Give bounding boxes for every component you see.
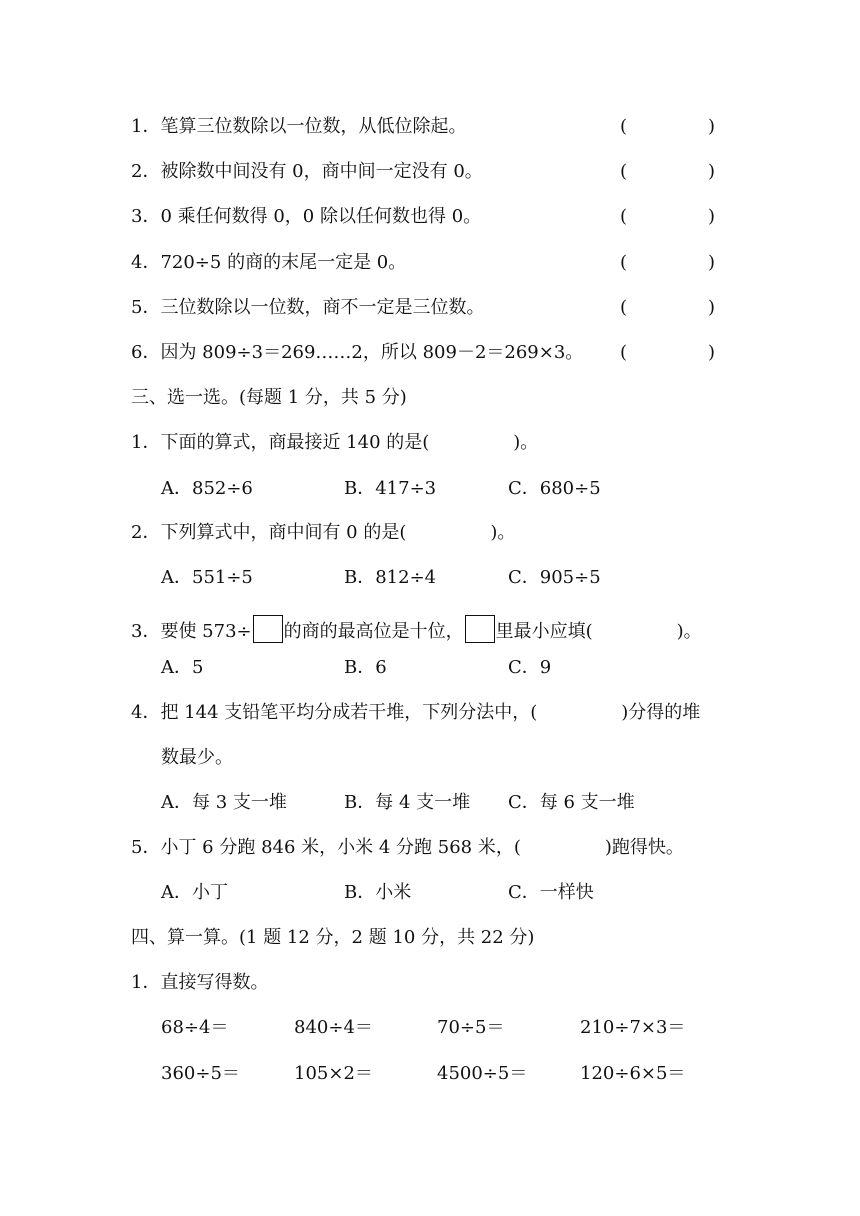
calc-subtitle: 1．直接写得数。 xyxy=(131,972,269,993)
choice-question-4 xyxy=(131,701,700,725)
choice-question-3 xyxy=(131,615,702,644)
q3-stem-mid: 的商的最高位是十位， xyxy=(283,621,464,642)
calc-item-4: 210÷7×3＝ xyxy=(580,1017,686,1038)
judge-paren-right-1: ) xyxy=(708,116,716,137)
blank-box-2 xyxy=(465,615,495,643)
q4-stem-continuation: 数最少。 xyxy=(161,747,233,768)
judge-item-5: 5．三位数除以一位数，商不一定是三位数。 xyxy=(131,297,485,318)
q2-stem-end: )。 xyxy=(490,522,516,543)
judge-paren-right-3: ) xyxy=(708,206,716,227)
q3-option-c: C．9 xyxy=(508,657,552,678)
judge-item-2: 2．被除数中间没有 0，商中间一定没有 0。 xyxy=(131,161,483,182)
q2-option-b: B．812÷4 xyxy=(344,567,437,588)
q2-option-c: C．905÷5 xyxy=(508,567,601,588)
q5-option-a: A．小丁 xyxy=(161,882,228,903)
calc-item-2: 840÷4＝ xyxy=(294,1017,373,1038)
calc-item-6: 105×2＝ xyxy=(294,1063,373,1084)
q1-stem-start: 1．下面的算式，商最接近 140 的是( xyxy=(131,432,430,453)
judge-paren-left-3: ( xyxy=(620,206,628,227)
q1-option-c: C．680÷5 xyxy=(508,478,601,499)
judge-paren-right-6: ) xyxy=(708,342,716,363)
q1-option-b: B．417÷3 xyxy=(344,478,437,499)
judge-paren-right-4: ) xyxy=(708,252,716,273)
choice-question-5 xyxy=(131,836,684,860)
judge-paren-right-5: ) xyxy=(708,297,716,318)
q4-stem-start: 4．把 144 支铅笔平均分成若干堆，下列分法中，( xyxy=(131,702,538,723)
judge-paren-left-4: ( xyxy=(620,252,628,273)
q3-option-b: B．6 xyxy=(344,657,387,678)
q4-option-c: C．每 6 支一堆 xyxy=(508,792,635,813)
section-4-title: 四、算一算。(1 题 12 分，2 题 10 分，共 22 分) xyxy=(131,927,535,948)
judge-paren-left-1: ( xyxy=(620,116,628,137)
q1-option-a: A．852÷6 xyxy=(161,478,253,499)
q3-stem-mid2: 里最小应填( xyxy=(495,621,593,642)
judge-paren-right-2: ) xyxy=(708,161,716,182)
q5-option-b: B．小米 xyxy=(344,882,412,903)
judge-paren-left-5: ( xyxy=(620,297,628,318)
q4-option-a: A．每 3 支一堆 xyxy=(161,792,287,813)
q5-option-c: C．一样快 xyxy=(508,882,594,903)
section-3-title: 三、选一选。(每题 1 分，共 5 分) xyxy=(131,387,407,408)
calc-item-1: 68÷4＝ xyxy=(161,1017,229,1038)
q3-stem-end: )。 xyxy=(676,621,702,642)
blank-box-1 xyxy=(253,615,283,643)
choice-question-1 xyxy=(131,431,538,455)
q3-option-a: A．5 xyxy=(161,657,204,678)
judge-item-1: 1．笔算三位数除以一位数，从低位除起。 xyxy=(131,116,467,137)
q4-option-b: B．每 4 支一堆 xyxy=(344,792,471,813)
q4-stem-end: )分得的堆 xyxy=(621,702,701,723)
judge-paren-left-2: ( xyxy=(620,161,628,182)
q2-option-a: A．551÷5 xyxy=(161,567,253,588)
q3-stem-start: 3．要使 573÷ xyxy=(131,621,252,642)
q2-stem-start: 2．下列算式中，商中间有 0 的是( xyxy=(131,522,407,543)
judge-item-3: 3．0 乘任何数得 0，0 除以任何数也得 0。 xyxy=(131,206,482,227)
judge-item-4: 4．720÷5 的商的末尾一定是 0。 xyxy=(131,252,407,273)
calc-item-7: 4500÷5＝ xyxy=(437,1063,528,1084)
calc-item-8: 120÷6×5＝ xyxy=(580,1063,686,1084)
q5-stem-start: 5．小丁 6 分跑 846 米，小米 4 分跑 568 米，( xyxy=(131,837,521,858)
judge-item-6: 6．因为 809÷3＝269……2，所以 809－2＝269×3。 xyxy=(131,342,584,363)
calc-item-5: 360÷5＝ xyxy=(161,1063,240,1084)
q1-stem-end: )。 xyxy=(513,432,539,453)
judge-paren-left-6: ( xyxy=(620,342,628,363)
calc-item-3: 70÷5＝ xyxy=(437,1017,505,1038)
q5-stem-end: )跑得快。 xyxy=(604,837,684,858)
choice-question-2 xyxy=(131,521,515,545)
